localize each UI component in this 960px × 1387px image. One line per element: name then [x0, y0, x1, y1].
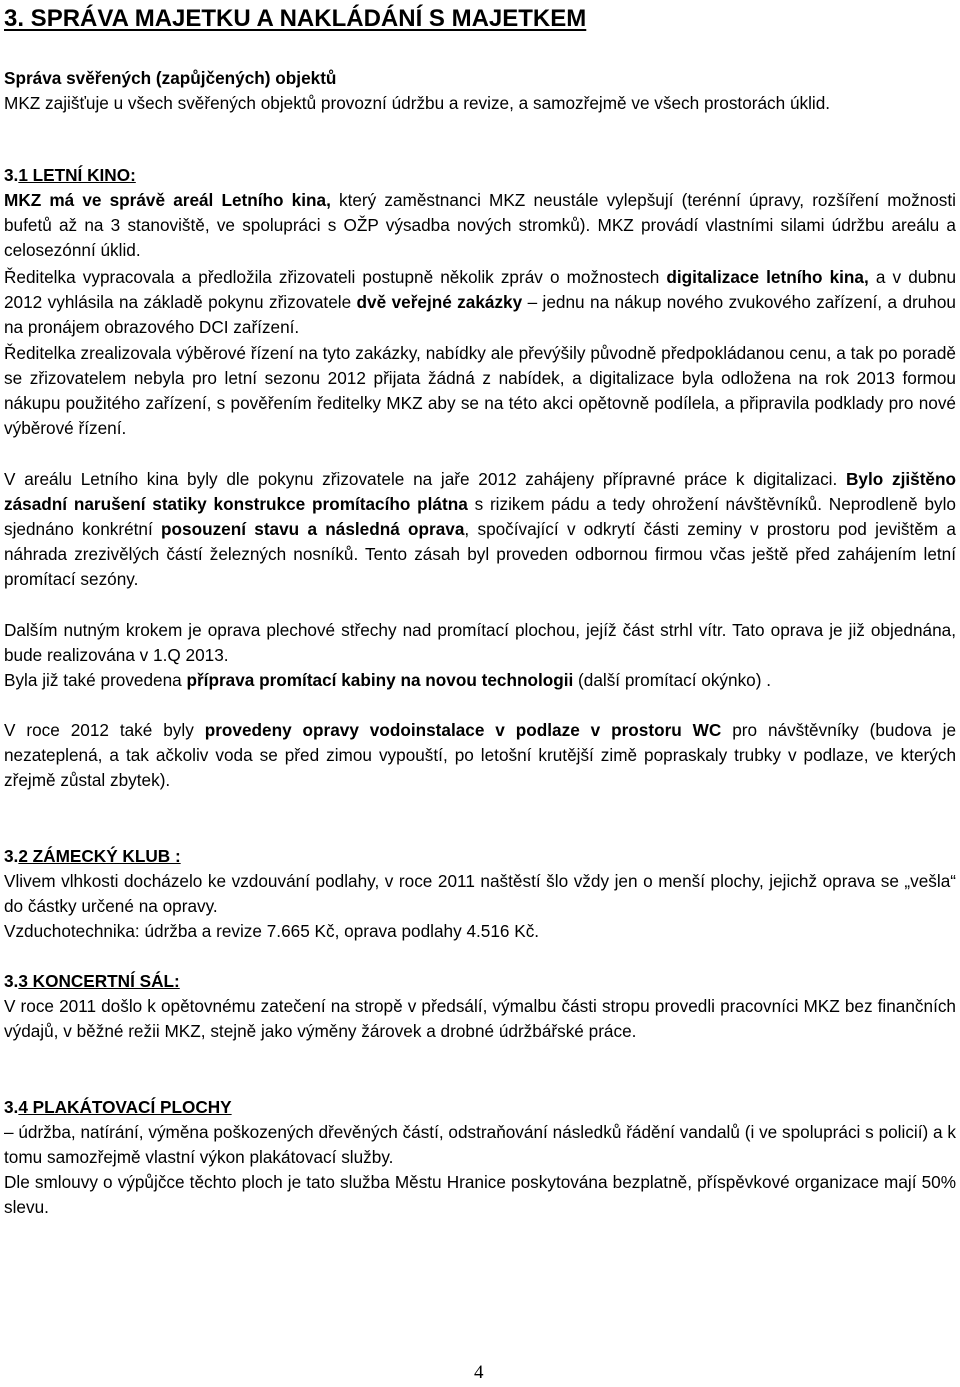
- text-run: V areálu Letního kina byly dle pokynu zřizovatele na jaře 2012 zahájeny přípravné práce k digitalizaci.: [4, 469, 847, 489]
- section-heading-plakatovaci-plochy: [4, 1095, 232, 1120]
- paragraph: Vlivem vlhkosti docházelo ke vzdouvání podlahy, v roce 2011 naštěstí šlo vždy jen o menší plochy, jejichž oprava se „vešla“ do částky určené na opravy.: [4, 871, 956, 916]
- text-run: , spočívající v odkrytí části zeminy v prostoru pod jevištěm a náhrada zrezivělých částí železných nosníků. Tento zásah byl proveden odbornou firmou včas ještě před zahájením letní promítací sezóny.: [4, 519, 956, 589]
- paragraph: Vzduchotechnika: údržba a revize 7.665 Kč, oprava podlahy 4.516 Kč.: [4, 921, 540, 941]
- section-heading-letni-kino: [4, 163, 136, 188]
- text-run: – jednu na nákup nového zvukového zařízení, a druhou na pronájem obrazového DCI zařízení.: [4, 292, 956, 337]
- page-number: 4: [474, 1362, 484, 1383]
- bold-run: provedeny opravy vodoinstalace v podlaze v prostoru WC: [204, 720, 722, 740]
- paragraph: V roce 2011 došlo k opětovnému zatečení na stropě v předsálí, výmalbu části stropu provedli pracovníci MKZ bez finančních výdajů, v běžné režii MKZ, stejně jako výměny žárovek a drobné údržbářské práce.: [4, 996, 956, 1041]
- section-number: 3.: [4, 1097, 19, 1117]
- paragraph: Dalším nutným krokem je oprava plechové střechy nad promítací plochou, jejíž část strhl vítr. Tato oprava je již objednána, bude realizována v 1.Q 2013.: [4, 620, 956, 665]
- paragraph: [4, 265, 956, 340]
- intro-heading: Správa svěřených (zapůjčených) objektů: [4, 68, 337, 88]
- text-run: který zaměstnanci MKZ neustále vylepšují (terénní úpravy, rozšíření možnosti bufetů až na 3 stanoviště, ve spolupráci s OŽP výsadba nových stromků). MKZ provádí vlastními silami údržbu areálu a celosezónní úklid.: [4, 190, 956, 260]
- text-run: Byla již také provedena: [4, 670, 187, 690]
- paragraph: Ředitelka zrealizovala výběrové řízení na tyto zakázky, nabídky ale převýšily původně předpokládanou cenu, a tak po poradě se zřizovatelem nebyla pro letní sezonu 2012 přijata žádná z nabídek, a digitalizace byla odložena na rok 2013 formou nákupu použitého zařízení, s pověřením ředitelky MKZ aby se na této akci opětovně podílela, a připravila podklady pro nové výběrové řízení.: [4, 343, 956, 438]
- text-run: a v dubnu 2012 vyhlásila na základě pokynu zřizovatele: [4, 267, 956, 312]
- section-number: 3.: [4, 846, 19, 866]
- text-run: pro návštěvníky (budova je nezateplená, a tak ačkoliv voda se před zimou vypouští, po letošní krutější zimě popraskaly trubky v podlaze, ve kterých zřejmě zůstal zbytek).: [4, 720, 957, 790]
- bold-run: příprava promítací kabiny na novou technologii: [186, 670, 574, 690]
- bold-run: dvě veřejné zakázky: [356, 292, 523, 312]
- page-title: 3. SPRÁVA MAJETKU A NAKLÁDÁNÍ S MAJETKEM: [4, 5, 587, 32]
- bold-run: digitalizace letního kina,: [666, 267, 869, 287]
- section-number: 3.: [4, 971, 19, 991]
- bold-run: MKZ má ve správě areál Letního kina,: [4, 190, 331, 210]
- section-title: 2 ZÁMECKÝ KLUB :: [18, 846, 181, 866]
- section-number: 3.: [4, 165, 19, 185]
- intro-text: MKZ zajišťuje u všech svěřených objektů provozní údržbu a revize, a samozřejmě ve všech prostorách úklid.: [4, 93, 831, 113]
- section-heading-koncertni-sal: [4, 969, 180, 994]
- text-run: s rizikem pádu a tedy ohrožení návštěvníků. Neprodleně bylo sjednáno konkrétní: [4, 494, 956, 539]
- bold-run: Bylo zjištěno zásadní narušení statiky konstrukce promítacího plátna: [4, 469, 956, 514]
- section-heading-zamecky-klub: [4, 844, 181, 869]
- paragraph: [4, 718, 956, 793]
- text-run: (další promítací okýnko) .: [573, 670, 772, 690]
- paragraph: [4, 467, 956, 592]
- paragraph: [4, 668, 956, 693]
- section-title: 1 LETNÍ KINO:: [18, 165, 136, 185]
- section-title: 4 PLAKÁTOVACÍ PLOCHY: [18, 1097, 232, 1117]
- text-run: Ředitelka vypracovala a předložila zřizovateli postupně několik zpráv o možnostech: [4, 267, 667, 287]
- paragraph: [4, 188, 956, 263]
- section-title: 3 KONCERTNÍ SÁL:: [18, 971, 180, 991]
- paragraph: – údržba, natírání, výměna poškozených dřevěných částí, odstraňování následků řádění vandalů (i ve spolupráci s policií) a k tomu samozřejmě vlastní výkon plakátovací služby.: [4, 1122, 956, 1167]
- text-run: V roce 2012 také byly: [4, 720, 205, 740]
- paragraph: Dle smlouvy o výpůjčce těchto ploch je tato služba Městu Hranice poskytována bezplatně, příspěvkové organizace mají 50% slevu.: [4, 1172, 956, 1217]
- bold-run: posouzení stavu a následná oprava: [161, 519, 465, 539]
